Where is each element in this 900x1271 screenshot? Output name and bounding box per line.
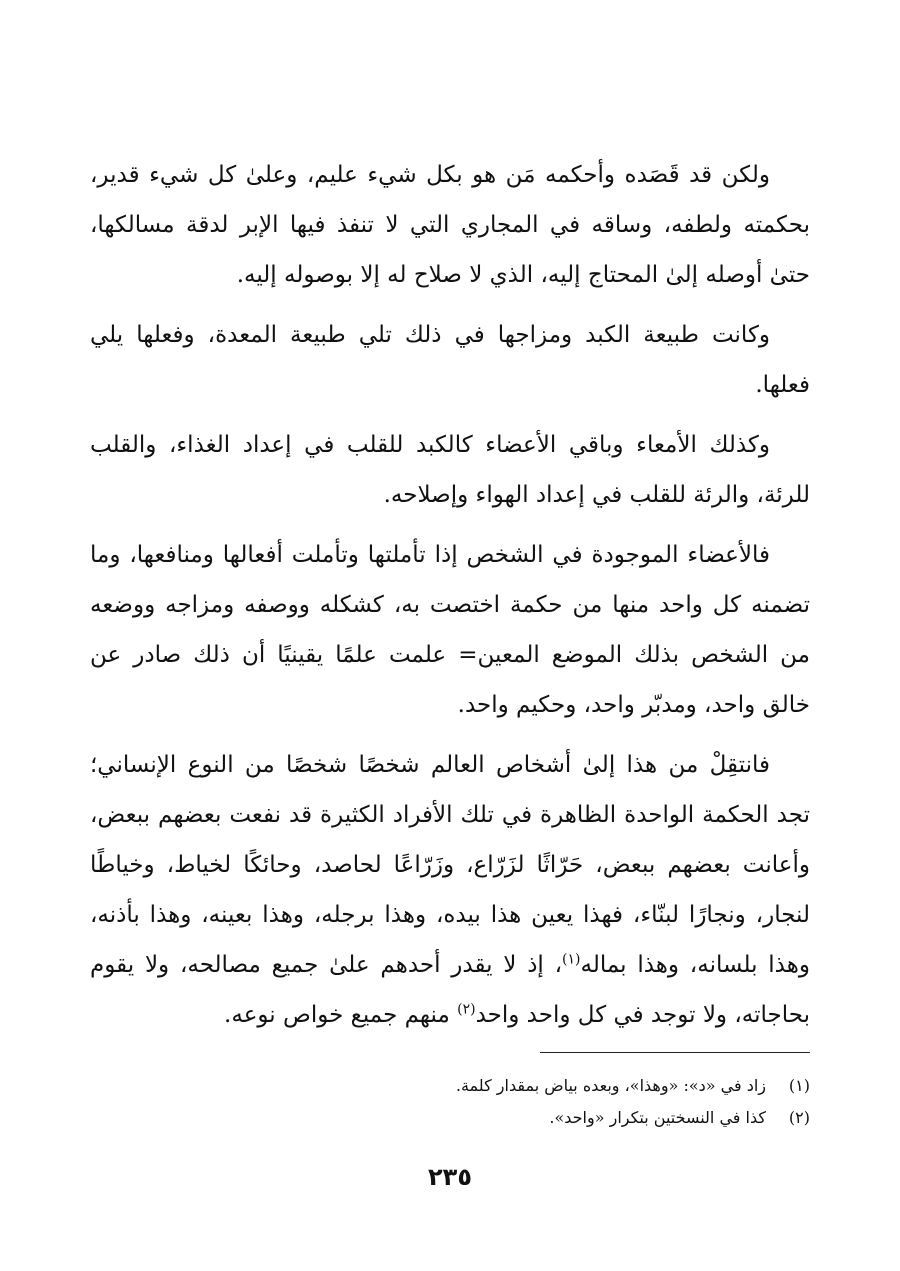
footnotes [90,1070,810,1134]
paragraph-5-part-1: فانتقِلْ من هذا إلىٰ أشخاص العالم شخصًا شخصًا من النوع الإنساني؛ تجد الحكمة الواحدة الظاهرة في تلك الأفراد الكثيرة قد نفعت بعضهم ببعض، وأعانت بعضهم ببعض، حَرّاثًا لزَرّاع، وزَرّاعًا لحاصد، وحائكًا لخياط، وخياطًا لنجار، ونجارًا لبنّاء، فهذا يعين هذا بيده، وهذا برجله، وهذا بعينه، وهذا بأذنه، وهذا بلسانه، وهذا بماله [90,752,810,978]
paragraph-5-part-3: منهم جميع خواص نوعه. [224,1002,458,1028]
footnote-1 [90,1070,810,1102]
footnote-2-text: كذا في النسختين بتكرار «واحد». [549,1108,766,1127]
paragraph-2: وكانت طبيعة الكبد ومزاجها في ذلك تلي طبيعة المعدة، وفعلها يلي فعلها. [90,322,810,398]
main-text [90,150,810,1050]
footnote-1-mark: (١) [788,1076,810,1095]
paragraph-5-part-2: ، إذ لا يقدر أحدهم علىٰ جميع مصالحه، ولا يقوم بحاجاته، ولا توجد في كل واحد واحد [90,952,810,1028]
footnote-2-mark: (٢) [788,1108,810,1127]
paragraph-5 [90,740,810,1040]
paragraph-4: فالأعضاء الموجودة في الشخص إذا تأملتها وتأملت أفعالها ومنافعها، وما تضمنه كل واحد منها من حكمة اختصت به، كشكله ووصفه ومزاجه ووضعه من الشخص بذلك الموضع المعين= علمت علمًا يقينيًا أن ذلك صادر عن خالق واحد، ومدبّر واحد، وحكيم واحد. [90,542,810,718]
footnote-ref-2: (٢) [457,1001,476,1018]
footnote-ref-1: (١) [562,951,581,968]
paragraph-3: وكذلك الأمعاء وباقي الأعضاء كالكبد للقلب في إعداد الغذاء، والقلب للرئة، والرئة للقلب في إعداد الهواء وإصلاحه. [90,432,810,508]
footnote-2 [90,1102,810,1134]
page-number: ٢٣٥ [428,1162,472,1191]
paragraph-1: ولكن قد قَصَده وأحكمه مَن هو بكل شيء عليم، وعلىٰ كل شيء قدير، بحكمته ولطفه، وساقه في المجاري التي لا تنفذ فيها الإبر لدقة مسالكها، حتىٰ أوصله إلىٰ المحتاج إليه، الذي لا صلاح له إلا بوصوله إليه. [90,162,810,288]
footnote-1-text: زاد في «د»: «وهذا»، وبعده بياض بمقدار كلمة. [455,1076,766,1095]
footnote-divider [540,1052,810,1053]
